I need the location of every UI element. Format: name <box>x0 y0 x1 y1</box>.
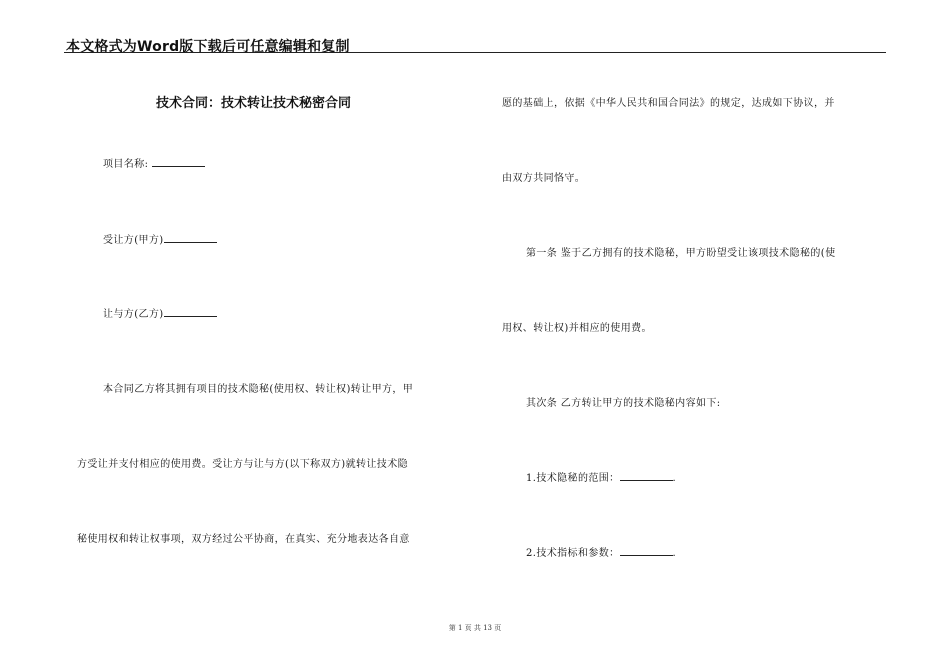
item-2-field <box>526 544 676 559</box>
article-1-line-2: 用权、转让权)并相应的使用费。 <box>502 323 652 334</box>
item-2-blank <box>620 546 673 556</box>
header-divider <box>64 52 886 53</box>
paragraph-1-line-3: 秘使用权和转让权事项，双方经过公平协商，在真实、充分地表达各自意 <box>77 534 410 545</box>
item-1-suffix: . <box>672 473 677 484</box>
page-number-footer: 第 1 页 共 13 页 <box>448 624 502 632</box>
paragraph-1-line-2: 方受让并支付相应的使用费。受让方与让与方(以下称双方)就转让技术隐 <box>77 459 409 470</box>
party-a-label: 受让方(甲方) <box>103 235 164 246</box>
project-name-blank <box>152 157 205 167</box>
paragraph-1-line-5: 由双方共同恪守。 <box>502 173 586 184</box>
project-name-field <box>103 155 205 170</box>
party-b-label: 让与方(乙方) <box>103 309 164 320</box>
document-header-title: 本文格式为Word版下载后可任意编辑和复制 <box>66 39 350 55</box>
party-a-field <box>103 231 217 246</box>
article-2: 其次条 乙方转让甲方的技术隐秘内容如下: <box>526 398 721 409</box>
item-2-suffix: . <box>672 548 677 559</box>
item-1-label: 1.技术隐秘的范围： <box>526 473 620 484</box>
item-2-label: 2.技术指标和参数： <box>526 548 620 559</box>
contract-title: 技术合同：技术转让技术秘密合同 <box>156 96 352 111</box>
party-a-blank <box>164 233 217 243</box>
item-1-field <box>526 469 676 484</box>
article-1-line-1: 第一条 鉴于乙方拥有的技术隐秘，甲方盼望受让该项技术隐秘的(使 <box>526 248 836 259</box>
paragraph-1-line-1: 本合同乙方将其拥有项目的技术隐秘(使用权、转让权)转让甲方，甲 <box>103 384 414 395</box>
item-1-blank <box>620 471 673 481</box>
party-b-field <box>103 305 217 320</box>
party-b-blank <box>164 307 217 317</box>
paragraph-1-line-4: 愿的基础上，依据《中华人民共和国合同法》的规定，达成如下协议，并 <box>502 98 835 109</box>
project-name-label: 项目名称: <box>103 159 149 170</box>
